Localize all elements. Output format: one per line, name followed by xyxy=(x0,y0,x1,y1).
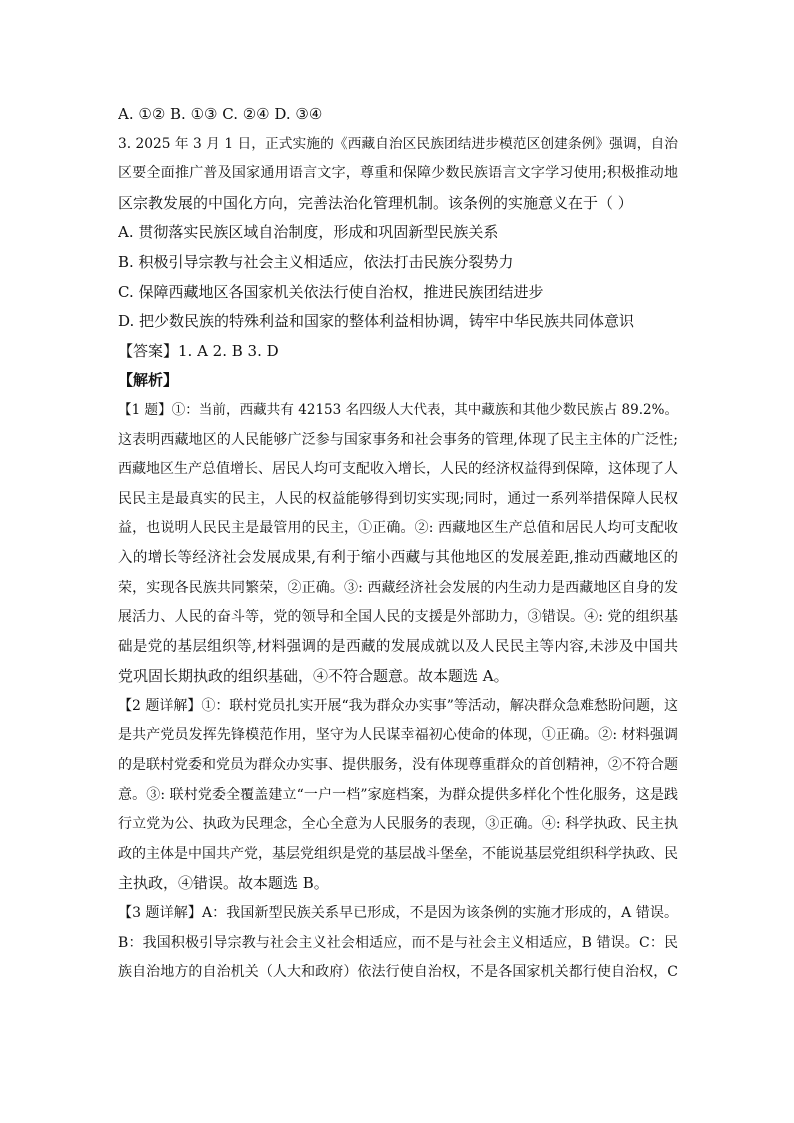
analysis-q3-line-2: B：我国积极引导宗教与社会主义社会相适应，而不是与社会主义相适应，B 错误。C：民 xyxy=(118,934,678,951)
analysis-q2-line-5: 行立党为公、执政为民理念，全心全意为人民服务的表现，③正确。④: 科学执政、民主执 xyxy=(118,816,678,833)
analysis-q3-line-3: 族自治地方的自治机关（人大和政府）依法行使自治权，不是各国家机关都行使自治权，C xyxy=(118,964,678,981)
analysis-heading: 【解析】 xyxy=(118,371,179,390)
q3-stem-line-3: 区宗教发展的中国化方向，完善法治化管理机制。该条例的实施意义在于（ ） xyxy=(118,193,633,212)
analysis-q1-line-3: 西藏地区生产总值增长、居民人均可支配收入增长，人民的经济权益得到保障，这体现了人 xyxy=(118,461,678,478)
q3-option-b: B. 积极引导宗教与社会主义相适应，依法打击民族分裂势力 xyxy=(118,252,514,271)
analysis-q3-line-1: 【3 题详解】A：我国新型民族关系早已形成，不是因为该条例的实施才形成的，A 错误。 xyxy=(118,905,678,922)
analysis-q2-line-3: 的是联村党委和党员为群众办实事、提供服务，没有体现尊重群众的首创精神，②不符合题 xyxy=(118,757,678,774)
analysis-q1-line-5: 益，也说明人民民主是最管用的民主，①正确。②: 西藏地区生产总值和居民人均可支配收 xyxy=(118,520,678,537)
document-body xyxy=(118,100,678,988)
analysis-q2-line-6: 政的主体是中国共产党，基层党组织是党的基层战斗堡垒，不能说基层党组织科学执政、民 xyxy=(118,845,678,862)
analysis-q1-line-4: 民民主是最真实的民主，人民的权益能够得到切实实现;同时，通过一系列举措保障人民权 xyxy=(118,490,678,507)
analysis-q2-line-2: 是共产党员发挥先锋模范作用，坚守为人民谋幸福初心使命的体现，①正确。②: 材料强调 xyxy=(118,727,678,744)
analysis-q2-line-7: 主执政，④错误。故本题选 B。 xyxy=(118,874,329,893)
q3-option-c: C. 保障西藏地区各国家机关依法行使自治权，推进民族团结进步 xyxy=(118,282,544,301)
answer-line: 【答案】1. A 2. B 3. D xyxy=(118,341,279,360)
analysis-q1-line-6: 入的增长等经济社会发展成果,有利于缩小西藏与其他地区的发展差距,推动西藏地区的 xyxy=(118,549,678,566)
analysis-q1-line-8: 展活力、人民的奋斗等，党的领导和全国人民的支援是外部助力，③错误。④: 党的组织基 xyxy=(118,609,678,626)
analysis-q1-line-7: 荣，实现各民族共同繁荣，②正确。③: 西藏经济社会发展的内生动力是西藏地区自身的发 xyxy=(118,579,678,596)
analysis-q1-line-2: 这表明西藏地区的人民能够广泛参与国家事务和社会事务的管理,体现了民主主体的广泛性; xyxy=(118,431,678,448)
q3-option-a: A. 贯彻落实民族区域自治制度，形成和巩固新型民族关系 xyxy=(118,223,499,242)
q3-stem-line-1: 3. 2025 年 3 月 1 日，正式实施的《西藏自治区民族团结进步模范区创建条例》强调，自治 xyxy=(118,135,678,152)
analysis-q2-line-1: 【2 题详解】①：联村党员扎实开展“我为群众办实事”等活动，解决群众急难愁盼问题，这 xyxy=(118,697,678,714)
analysis-q1-line-1: 【1 题】①：当前，西藏共有 42153 名四级人大代表，其中藏族和其他少数民族占 89.2%。 xyxy=(118,401,678,418)
q3-option-d: D. 把少数民族的特殊利益和国家的整体利益相协调，铸牢中华民族共同体意识 xyxy=(118,312,635,331)
q3-stem-line-2: 区要全面推广普及国家通用语言文字，尊重和保障少数民族语言文字学习使用;积极推动地 xyxy=(118,165,678,182)
analysis-q1-line-10: 党巩固长期执政的组织基础，④不符合题意。故本题选 A。 xyxy=(118,667,509,686)
analysis-q2-line-4: 意。③: 联村党委全覆盖建立“一户一档”家庭档案，为群众提供多样化个性化服务，这是践 xyxy=(118,786,678,803)
q2-options-line: A. ①② B. ①③ C. ②④ D. ③④ xyxy=(118,105,323,123)
analysis-q1-line-9: 础是党的基层组织等,材料强调的是西藏的发展成就以及人民民主等内容,未涉及中国共 xyxy=(118,638,678,655)
